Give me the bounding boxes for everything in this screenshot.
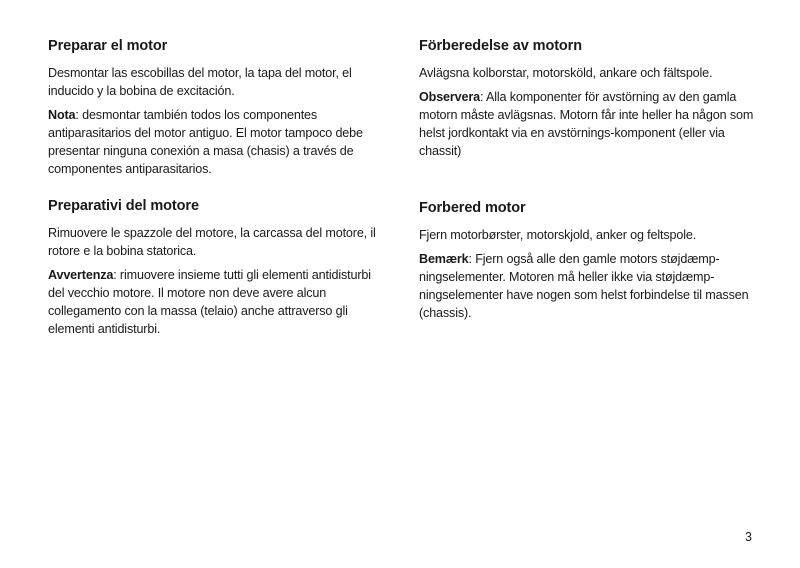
note-paragraph bbox=[419, 88, 757, 160]
instruction-text: Fjern motorbørster, motorskjold, anker og feltspole. bbox=[419, 228, 697, 242]
note-text: : Alla komponenter för avstörning av den gamla motorn måste avlägsnas. Motorn får inte heller ha någon som helst jordkontakt via en avstörnings-komponent (eller via chassit) bbox=[419, 90, 754, 158]
instruction-text: Avlägsna kolborstar, motorsköld, ankare och fältspole. bbox=[419, 66, 713, 80]
note-text: : desmontar también todos los componentes antiparasitarios del motor antiguo. El motor tampoco debe presentar ninguna conexión a masa (chasis) a través de componentes antiparasitarios. bbox=[48, 108, 363, 176]
page-number: 3 bbox=[745, 530, 752, 544]
section-forberedelse-av-motorn bbox=[419, 36, 757, 160]
section-preparar-el-motor bbox=[48, 36, 386, 178]
note-label: Bemærk bbox=[419, 252, 469, 266]
note-text: : Fjern også alle den gamle motors støjdæmp-ningselementer. Motoren må heller ikke via støjdæmp-ningselementer have nogen som helst forbindelse til massen (chassis). bbox=[419, 252, 749, 320]
note-paragraph bbox=[48, 106, 386, 178]
section-preparativi-del-motore bbox=[48, 196, 386, 338]
section-title: Forbered motor bbox=[419, 200, 526, 216]
section-title: Preparativi del motore bbox=[48, 198, 199, 214]
instruction-text: Rimuovere le spazzole del motore, la carcassa del motore, il rotore e la bobina statorica. bbox=[48, 226, 376, 258]
note-label: Observera bbox=[419, 90, 480, 104]
instruction-text: Desmontar las escobillas del motor, la tapa del motor, el inducido y la bobina de excitación. bbox=[48, 66, 352, 98]
section-title: Förberedelse av motorn bbox=[419, 38, 582, 54]
note-paragraph bbox=[419, 250, 757, 322]
note-label: Avvertenza bbox=[48, 268, 114, 282]
note-text: : rimuovere insieme tutti gli elementi antidisturbi del vecchio motore. Il motore non deve avere alcun collegamento con la massa (telaio) anche attraverso gli elementi antidisturbi. bbox=[48, 268, 371, 336]
note-label: Nota bbox=[48, 108, 76, 122]
left-column bbox=[48, 36, 386, 344]
right-column bbox=[419, 36, 757, 328]
section-forbered-motor bbox=[419, 198, 757, 322]
note-paragraph bbox=[48, 266, 386, 338]
section-title: Preparar el motor bbox=[48, 38, 168, 54]
